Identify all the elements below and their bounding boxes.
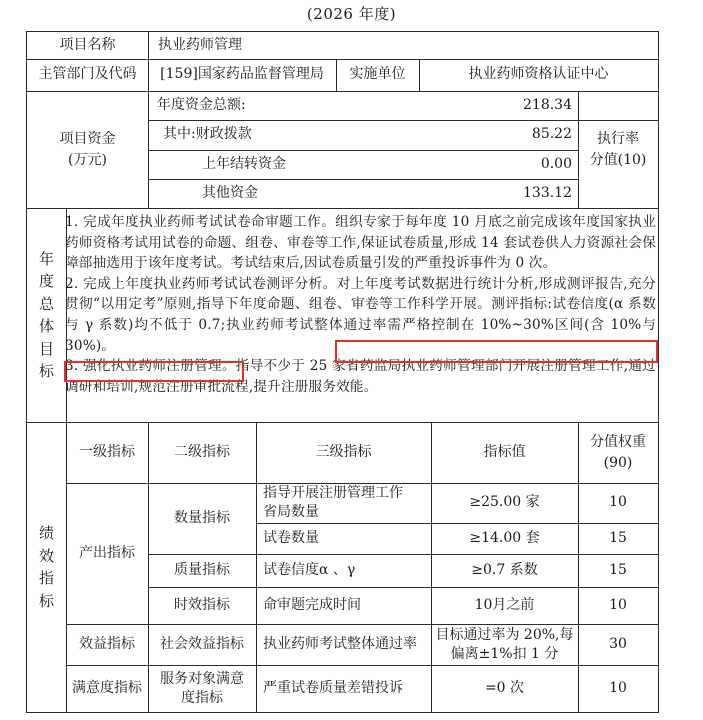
row-divider xyxy=(27,208,658,209)
indicator-value-line2: 偏离±1%扣 1 分 xyxy=(450,645,559,662)
funds-label-line2: (万元) xyxy=(68,151,107,168)
indicator-value: 10月之前 xyxy=(474,596,535,613)
department-value: [159]国家药品监督管理局 xyxy=(160,66,324,83)
goals-label-char: 年 xyxy=(38,249,54,268)
header-weight-line2: (90) xyxy=(603,454,633,471)
goals-label-char: 总 xyxy=(38,294,54,313)
funds-carryover-label: 上年结转资金 xyxy=(202,155,286,172)
header-level2: 二级指标 xyxy=(174,443,230,460)
indicator-weight: 15 xyxy=(609,529,627,546)
funds-fiscal-label: 其中:财政拨款 xyxy=(163,126,252,143)
performance-label-char: 效 xyxy=(38,546,54,565)
funds-total-value: 218.34 xyxy=(523,96,572,113)
indicator-name: 严重试卷质量差错投诉 xyxy=(263,679,403,696)
funds-carryover-value: 0.00 xyxy=(540,155,572,172)
indicator-value xyxy=(431,624,578,665)
performance-label-char: 指 xyxy=(38,569,54,587)
goals-label-char: 体 xyxy=(38,317,54,335)
indicator-value: ≥14.00 套 xyxy=(469,529,540,546)
funds-label-line1: 项目资金 xyxy=(59,130,116,147)
funds-other-label: 其他资金 xyxy=(202,184,258,201)
project-name-label: 项目名称 xyxy=(59,36,116,53)
header-level1: 一级指标 xyxy=(79,443,135,460)
quality-indicator-label: 质量指标 xyxy=(174,561,230,578)
satisfaction-indicator-label: 满意度指标 xyxy=(72,679,142,696)
highlight-box xyxy=(64,361,244,382)
indicator-weight: 10 xyxy=(609,596,627,613)
goal-item-3: 3. 强化执业药师注册管理。指导不少于 25 家省药监局执业药师管理部门开展注册管理工作,通过调研和培训,规范注册审批流程,提升注册服务效能。 xyxy=(65,358,656,395)
indicator-value-line1: 目标通过率为 20%,每 xyxy=(435,627,574,644)
goal-item-1: 1. 完成年度执业药师考试试卷命审题工作。组织专家于每年度 10 月底之前完成该年度国家执业药师资格考试用试卷的命题、组卷、审卷等工作,保证试卷质量,形成 14 套试卷供人力资源社会保障部抽选用于该年度考试。考试结束后,因试卷质量引发的严重投诉事件为 0 次。 xyxy=(65,214,656,272)
performance-label-char: 标 xyxy=(38,591,54,610)
benefit-indicator-label: 效益指标 xyxy=(79,635,135,652)
implementing-unit-value: 执业药师资格认证中心 xyxy=(468,66,609,83)
execution-rate-label xyxy=(578,91,658,208)
department-label: 主管部门及代码 xyxy=(38,66,137,83)
quantity-indicator-label: 数量指标 xyxy=(174,509,230,526)
indicator-weight: 10 xyxy=(609,494,627,511)
indicator-name: 试卷信度α 、γ xyxy=(263,561,356,578)
indicator-weight: 10 xyxy=(609,679,627,696)
funds-total-label: 年度资金总额: xyxy=(157,96,246,113)
header-weight xyxy=(578,422,658,483)
indicator-value: =0 次 xyxy=(484,679,525,696)
service-satisfaction-line1: 服务对象满意 xyxy=(160,671,244,688)
highlight-box xyxy=(335,340,658,363)
implementing-unit-label: 实施单位 xyxy=(349,66,406,83)
indicator-weight: 30 xyxy=(609,635,627,652)
output-indicator-label: 产出指标 xyxy=(79,544,135,561)
header-weight-line1: 分值权重 xyxy=(590,433,646,450)
indicator-value: ≥0.7 系数 xyxy=(471,561,538,578)
execution-rate-line1: 执行率 xyxy=(597,130,639,147)
execution-rate-line2: 分值(10) xyxy=(589,151,647,168)
indicator-name: 命审题完成时间 xyxy=(263,596,361,613)
service-satisfaction-indicator-label xyxy=(148,665,256,712)
year-label: (2026 年度) xyxy=(306,5,397,23)
social-benefit-indicator-label: 社会效益指标 xyxy=(160,635,244,652)
project-name-value: 执业药师管理 xyxy=(158,36,242,53)
indicator-name-line1: 指导开展注册管理工作 xyxy=(263,485,403,502)
goals-label-char: 标 xyxy=(38,362,54,380)
indicator-name xyxy=(263,483,428,523)
header-level3: 三级指标 xyxy=(315,443,372,460)
indicator-weight: 15 xyxy=(609,561,627,578)
goal-item-2: 2. 完成上年度执业药师考试试卷测评分析。对上年度考试数据进行统计分析,形成测评报告,充分贯彻“以用定考”原则,指导下年度命题、组卷、审卷等工作科学开展。测评指标:试卷信度(α 系数与 γ 系数)均不低于 0.7;执业药师考试整体通过率需严格控制在 10%~30%区间(含 10%与 30%)。 xyxy=(65,275,656,354)
performance-label-char: 绩 xyxy=(38,524,54,542)
indicator-name: 试卷数量 xyxy=(263,529,319,546)
service-satisfaction-line2: 度指标 xyxy=(181,689,223,706)
performance-label xyxy=(27,422,66,712)
header-value: 指标值 xyxy=(483,443,526,460)
indicator-value: ≥25.00 家 xyxy=(469,494,540,511)
timeliness-indicator-label: 时效指标 xyxy=(174,596,230,613)
indicator-name-line2: 省局数量 xyxy=(263,504,319,520)
goals-label-char: 度 xyxy=(38,272,54,290)
funds-fiscal-value: 85.22 xyxy=(531,126,572,143)
funds-label xyxy=(27,91,148,208)
indicator-name: 执业药师考试整体通过率 xyxy=(263,635,417,652)
goals-label-char: 目 xyxy=(38,339,54,358)
funds-other-value: 133.12 xyxy=(523,184,572,201)
annual-goals-label xyxy=(27,208,66,422)
